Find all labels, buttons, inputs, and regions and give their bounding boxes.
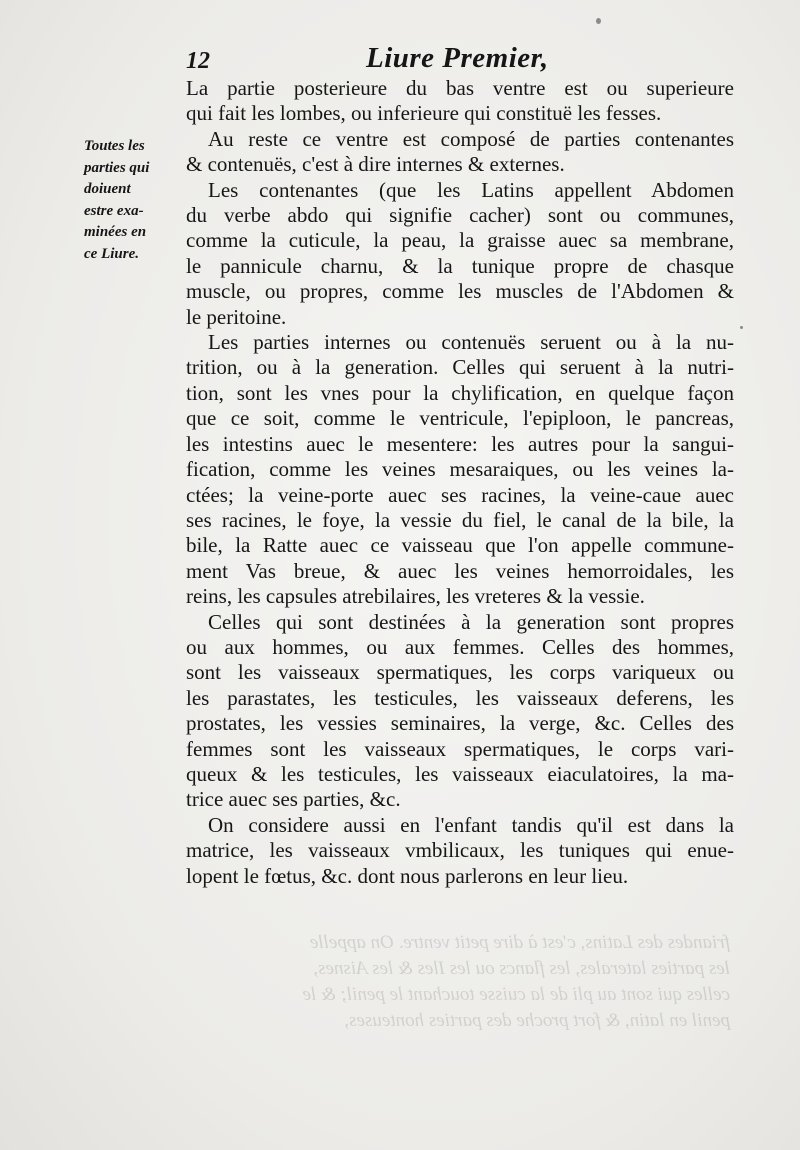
text-line: fication, comme les veines mesaraiques, ou les veines la- — [186, 457, 734, 482]
text-line: les intestins auec le mesentere: les autres pour la sangui- — [186, 431, 734, 456]
margin-note — [84, 136, 179, 265]
text-line: femmes sont les vaisseaux spermatiques, le corps vari- — [186, 736, 734, 761]
margin-note-line: doiuent — [84, 181, 131, 197]
text-line: ses racines, le foye, la vessie du fiel, le canal de la bile, la — [186, 507, 734, 532]
text-line: le pannicule charnu, & la tunique propre de chasque — [186, 253, 734, 278]
text-line: queux & les testicules, les vaisseaux eiaculatoires, la ma- — [186, 761, 734, 786]
paragraph — [186, 127, 734, 178]
paragraph — [186, 178, 734, 330]
text-line: le peritoine. — [186, 304, 287, 329]
text-line: Les contenantes (que les Latins appellent Abdomen — [208, 177, 734, 202]
text-line: reins, les capsules atrebilaires, les vreteres & la vessie. — [186, 584, 645, 609]
paragraph — [186, 813, 734, 889]
text-line: ctées; la veine-porte auec ses racines, la veine-caue auec — [186, 482, 734, 507]
text-line: tion, sont les vnes pour la chylification, en quelque façon — [186, 380, 734, 405]
margin-note-line: Toutes les — [84, 138, 145, 154]
margin-note-line: estre exa- — [84, 202, 144, 219]
paragraph — [186, 330, 734, 609]
paragraph — [186, 76, 734, 127]
text-line: lopent le fœtus, &c. dont nous parlerons en leur lieu. — [186, 863, 629, 888]
margin-note-line: ce Liure. — [84, 245, 139, 262]
text-line: que ce soit, comme le ventricule, l'epiploon, le pancreas, — [186, 406, 734, 431]
text-line: muscle, ou propres, comme les muscles de l'Abdomen & — [186, 279, 734, 304]
text-line: matrice, les vaisseaux vmbilicaux, les tuniques qui enue- — [186, 838, 734, 863]
text-line: On considere aussi en l'enfant tandis qu'il est dans la — [208, 812, 734, 837]
bleed-through-text: friandes des Latins, c'est à dire petit ventre. On appelle les parties laterales, les flancs ou les Iles & les Aisnes, celles qui sont au pli de la cuisse touchant le penil; & le penil en latin, & fort proche des parties honteuses, — [302, 932, 730, 1031]
text-line: qui fait les lombes, ou inferieure qui constituë les fesses. — [186, 101, 662, 126]
margin-note-line: parties qui — [84, 159, 150, 176]
text-line: & contenuës, c'est à dire internes & externes. — [186, 152, 565, 177]
text-line: comme la cuticule, la peau, la graisse auec sa membrane, — [186, 228, 734, 253]
body-text — [186, 76, 734, 889]
text-line: trition, ou à la generation. Celles qui seruent à la nutri- — [186, 355, 734, 380]
running-title: Liure Premier, — [366, 42, 549, 74]
text-line: ment Vas breue, & auec les veines hemorroidales, les — [186, 558, 734, 583]
paragraph — [186, 610, 734, 813]
page-number: 12 — [186, 48, 210, 74]
text-line: La partie posterieure du bas ventre est ou superieure — [186, 76, 734, 100]
ink-spot — [740, 326, 743, 329]
text-line: Au reste ce ventre est composé de parties contenantes — [208, 126, 734, 151]
text-line: trice auec ses parties, &c. — [186, 787, 401, 812]
text-line: sont les vaisseaux spermatiques, les corps variqueux ou — [186, 660, 734, 685]
text-line: prostates, les vessies seminaires, la verge, &c. Celles des — [186, 711, 734, 736]
text-line: les parastates, les testicules, les vaisseaux deferens, les — [186, 685, 734, 710]
page-header — [0, 40, 800, 80]
text-line: bile, la Ratte auec ce vaisseau que l'on appelle commune- — [186, 533, 734, 558]
text-line: ou aux hommes, ou aux femmes. Celles des hommes, — [186, 634, 734, 659]
ink-spot — [596, 18, 601, 24]
margin-note-line: minées en — [84, 224, 147, 240]
text-line: Les parties internes ou contenuës seruent ou à la nu- — [208, 330, 734, 355]
text-line: du verbe abdo qui signifie cacher) sont ou communes, — [186, 203, 734, 228]
text-line: Celles qui sont destinées à la generation sont propres — [208, 609, 734, 634]
